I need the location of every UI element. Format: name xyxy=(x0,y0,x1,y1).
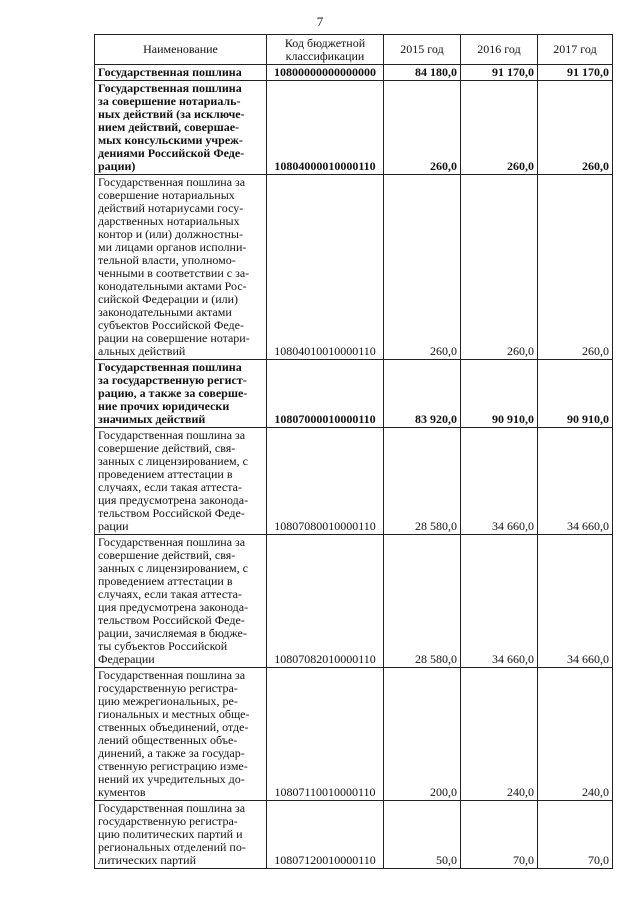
row-name: Государственная пошлина за государственную регистра- цию политических партий и региональных отделений по- литических партий xyxy=(95,801,267,869)
row-code: 10804010010000110 xyxy=(267,175,384,360)
row-value-2017: 240,0 xyxy=(538,668,613,801)
row-code: 10807000010000110 xyxy=(267,360,384,428)
row-name: Государственная пошлина за совершение нотариальных действий нотариусами госу- дарственных нотариальных контор и (или) должностны- ми лицами органов исполни- тельной власти, уполномо- ченными в соответствии с за- конодательными актами Рос- сийской Федерации и (или) законодательными актами субъектов Российской Феде- рации на совершение нотари- альных действий xyxy=(95,175,267,360)
table-row xyxy=(95,428,613,535)
table-row xyxy=(95,668,613,801)
row-value-2017: 70,0 xyxy=(538,801,613,869)
row-code: 10807120010000110 xyxy=(267,801,384,869)
row-value-2017: 90 910,0 xyxy=(538,360,613,428)
row-value-2016: 91 170,0 xyxy=(461,65,538,81)
row-value-2016: 70,0 xyxy=(461,801,538,869)
row-code: 10807110010000110 xyxy=(267,668,384,801)
row-code: 10800000000000000 xyxy=(267,65,384,81)
row-value-2016: 260,0 xyxy=(461,175,538,360)
row-value-2017: 34 660,0 xyxy=(538,428,613,535)
table-row xyxy=(95,81,613,175)
header-2017: 2017 год xyxy=(538,35,613,65)
header-code: Код бюджетной классификации xyxy=(267,35,384,65)
row-value-2016: 240,0 xyxy=(461,668,538,801)
header-2016: 2016 год xyxy=(461,35,538,65)
table-row xyxy=(95,175,613,360)
row-value-2015: 28 580,0 xyxy=(384,535,461,668)
row-value-2017: 260,0 xyxy=(538,175,613,360)
row-name: Государственная пошлина xyxy=(95,65,267,81)
row-value-2015: 28 580,0 xyxy=(384,428,461,535)
page-number: 7 xyxy=(316,14,324,29)
header-name: Наименование xyxy=(95,35,267,65)
row-value-2016: 34 660,0 xyxy=(461,428,538,535)
row-name: Государственная пошлина за государственную регистра- цию межрегиональных, ре- гиональных и местных обще- ственных объединений, отде- лений общественных объе- динений, а также за государ- ственную регистрацию изме- нений их учредительных до- кументов xyxy=(95,668,267,801)
row-value-2015: 84 180,0 xyxy=(384,65,461,81)
row-value-2016: 260,0 xyxy=(461,81,538,175)
row-value-2015: 83 920,0 xyxy=(384,360,461,428)
row-value-2015: 200,0 xyxy=(384,668,461,801)
row-value-2015: 260,0 xyxy=(384,175,461,360)
row-value-2016: 90 910,0 xyxy=(461,360,538,428)
header-2015: 2015 год xyxy=(384,35,461,65)
row-name: Государственная пошлина за совершение действий, свя- занных с лицензированием, с проведением аттестации в случаях, если такая аттеста- ция предусмотрена законода- тельством Российской Феде- рации xyxy=(95,428,267,535)
table-row xyxy=(95,801,613,869)
table-row xyxy=(95,360,613,428)
row-name: Государственная пошлина за совершение действий, свя- занных с лицензированием, с проведением аттестации в случаях, если такая аттеста- ция предусмотрена законода- тельством Российской Феде- рации, зачисляемая в бюдже- ты субъектов Российской Федерации xyxy=(95,535,267,668)
row-value-2017: 91 170,0 xyxy=(538,65,613,81)
row-code: 10807082010000110 xyxy=(267,535,384,668)
row-code: 10804000010000110 xyxy=(267,81,384,175)
row-code: 10807080010000110 xyxy=(267,428,384,535)
table-row xyxy=(95,535,613,668)
row-value-2015: 260,0 xyxy=(384,81,461,175)
table-row xyxy=(95,65,613,81)
row-value-2017: 34 660,0 xyxy=(538,535,613,668)
row-value-2016: 34 660,0 xyxy=(461,535,538,668)
row-name: Государственная пошлина за совершение нотариаль- ных действий (за исключе- нием действий, совершае- мых консульскими учреж- дениями Российской Феде- рации) xyxy=(95,81,267,175)
row-value-2015: 50,0 xyxy=(384,801,461,869)
budget-table xyxy=(94,34,613,869)
row-value-2017: 260,0 xyxy=(538,81,613,175)
table-header-row xyxy=(95,35,613,65)
row-name: Государственная пошлина за государственную регист- рацию, а также за соверше- ние прочих юридически значимых действий xyxy=(95,360,267,428)
